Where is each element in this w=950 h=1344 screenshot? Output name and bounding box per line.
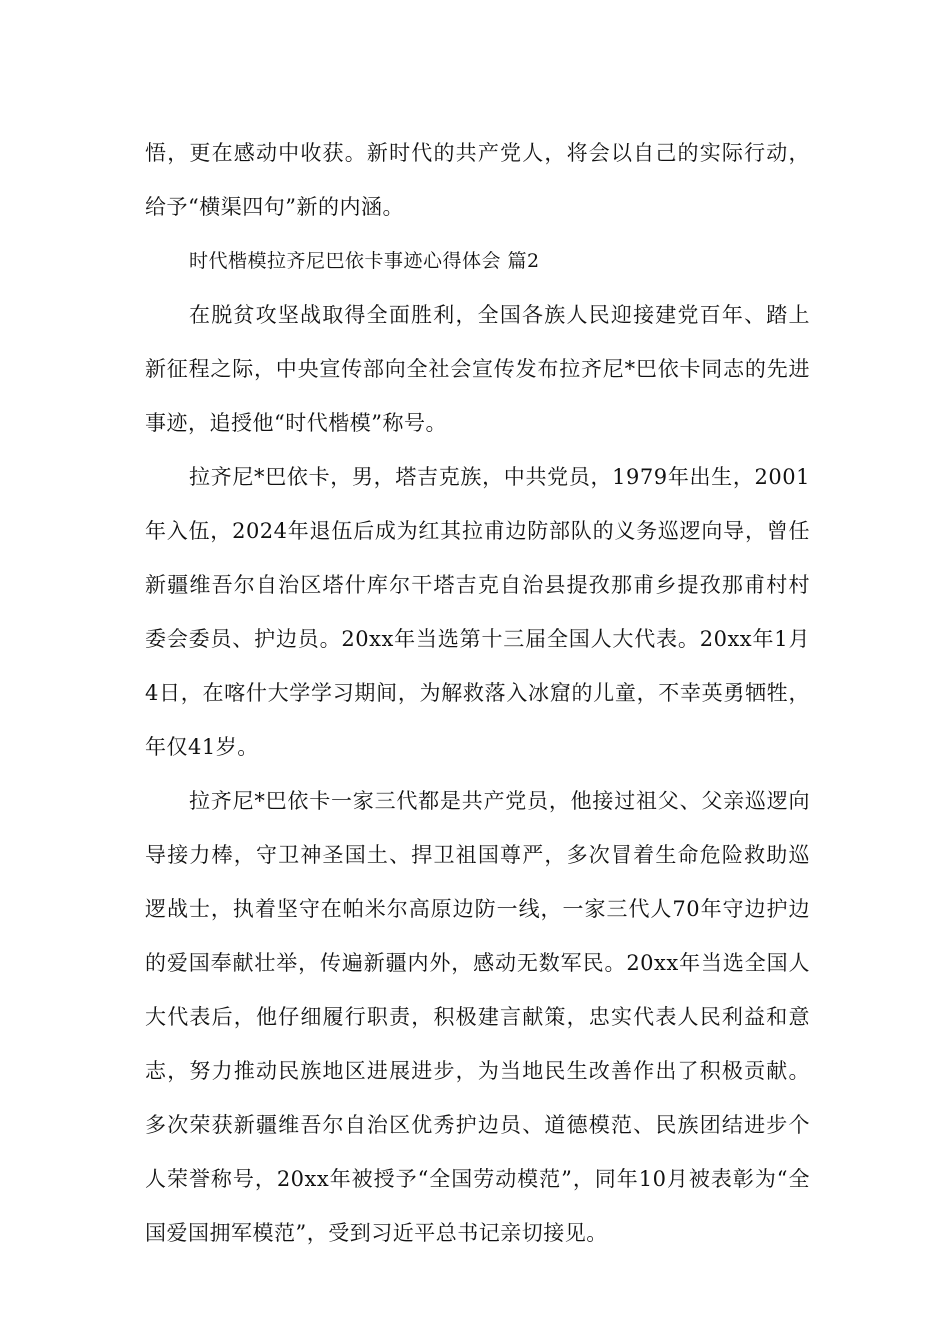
paragraph-continuation: 悟，更在感动中收获。新时代的共产党人，将会以自己的实际行动，给予“横渠四句”新的内涵。 [145,141,810,219]
section-heading: 时代楷模拉齐尼巴依卡事迹心得体会 篇2 [189,250,540,272]
paragraph-deeds: 拉齐尼*巴依卡一家三代都是共产党员，他接过祖父、父亲巡逻向导接力棒，守卫神圣国土、捍卫祖国尊严，多次冒着生命危险救助巡逻战士，执着坚守在帕米尔高原边防一线，一家三代人70年守边护边的爱国奉献壮举，传遍新疆内外，感动无数军民。20xx年当选全国人大代表后，他仔细履行职责，积极建言献策，忠实代表人民利益和意志，努力推动民族地区进展进步，为当地民生改善作出了积极贡献。多次荣获新疆维吾尔自治区优秀护边员、道德模范、民族团结进步个人荣誉称号，20xx年被授予“全国劳动模范”，同年10月被表彰为“全国爱国拥军模范”，受到习近平总书记亲切接见。 [145,789,810,1245]
document-body [145,126,810,1260]
paragraph-biography: 拉齐尼*巴依卡，男，塔吉克族，中共党员，1979年出生，2001年入伍，2024年退伍后成为红其拉甫边防部队的义务巡逻向导，曾任新疆维吾尔自治区塔什库尔干塔吉克自治县提孜那甫乡提孜那甫村村委会委员、护边员。20xx年当选第十三届全国人大代表。20xx年1月4日，在喀什大学学习期间，为解救落入冰窟的儿童，不幸英勇牺牲，年仅41岁。 [145,465,810,759]
paragraph-intro: 在脱贫攻坚战取得全面胜利，全国各族人民迎接建党百年、踏上新征程之际，中央宣传部向全社会宣传发布拉齐尼*巴依卡同志的先进事迹，追授他“时代楷模”称号。 [145,303,810,435]
